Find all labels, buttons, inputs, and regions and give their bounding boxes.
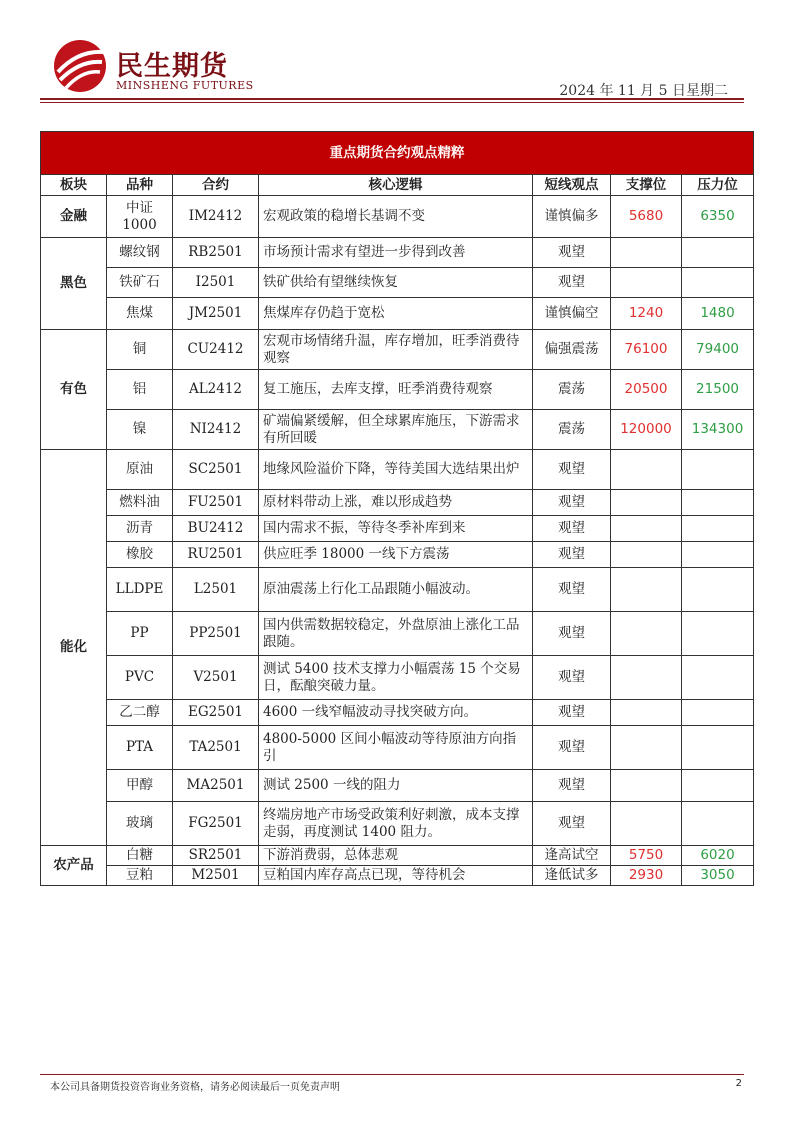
variety-cell: 燃料油 <box>107 490 173 516</box>
logic-cell: 市场预计需求有望进一步得到改善 <box>259 238 533 268</box>
contract-cell: V2501 <box>173 656 259 700</box>
table-row <box>41 656 754 700</box>
table-row <box>41 410 754 450</box>
support-cell: 76100 <box>611 330 682 370</box>
variety-cell: 白糖 <box>107 846 173 866</box>
brand-name-en: MINSHENG FUTURES <box>116 79 254 92</box>
col-header-sector: 板块 <box>41 175 107 196</box>
view-cell: 逢低试多 <box>533 866 611 886</box>
resistance-cell <box>682 568 754 612</box>
support-cell <box>611 542 682 568</box>
variety-cell: PVC <box>107 656 173 700</box>
table-row <box>41 770 754 802</box>
col-header-variety: 品种 <box>107 175 173 196</box>
logic-cell: 铁矿供给有望继续恢复 <box>259 268 533 298</box>
sector-cell: 能化 <box>41 450 107 846</box>
view-cell: 观望 <box>533 268 611 298</box>
resistance-cell <box>682 726 754 770</box>
header-divider <box>40 98 744 100</box>
contract-cell: TA2501 <box>173 726 259 770</box>
resistance-cell: 6020 <box>682 846 754 866</box>
table-row <box>41 450 754 490</box>
contract-cell: RU2501 <box>173 542 259 568</box>
contract-cell: PP2501 <box>173 612 259 656</box>
support-cell: 120000 <box>611 410 682 450</box>
support-cell <box>611 450 682 490</box>
support-cell: 1240 <box>611 298 682 330</box>
logic-cell: 原材料带动上涨，难以形成趋势 <box>259 490 533 516</box>
resistance-cell <box>682 700 754 726</box>
sector-cell: 黑色 <box>41 238 107 330</box>
variety-cell: 螺纹钢 <box>107 238 173 268</box>
logic-cell: 原油震荡上行化工品跟随小幅波动。 <box>259 568 533 612</box>
resistance-cell: 79400 <box>682 330 754 370</box>
variety-cell: 铝 <box>107 370 173 410</box>
logic-cell: 宏观政策的稳增长基调不变 <box>259 196 533 238</box>
view-cell: 偏强震荡 <box>533 330 611 370</box>
variety-cell: 原油 <box>107 450 173 490</box>
resistance-cell <box>682 612 754 656</box>
table-row <box>41 612 754 656</box>
resistance-cell: 21500 <box>682 370 754 410</box>
support-cell <box>611 656 682 700</box>
variety-cell: 镍 <box>107 410 173 450</box>
variety-cell: 焦煤 <box>107 298 173 330</box>
support-cell <box>611 726 682 770</box>
variety-cell: 中证1000 <box>107 196 173 238</box>
header-divider-thin <box>40 102 744 103</box>
logic-cell: 宏观市场情绪升温，库存增加，旺季消费待观察 <box>259 330 533 370</box>
col-header-contract: 合约 <box>173 175 259 196</box>
report-date: 2024 年 11 月 5 日星期二 <box>559 83 728 99</box>
logic-cell: 矿端偏紧缓解，但全球累库施压，下游需求有所回暖 <box>259 410 533 450</box>
table-row <box>41 298 754 330</box>
contract-cell: CU2412 <box>173 330 259 370</box>
variety-cell: 橡胶 <box>107 542 173 568</box>
table-row <box>41 866 754 886</box>
variety-cell: 甲醇 <box>107 770 173 802</box>
resistance-cell: 6350 <box>682 196 754 238</box>
view-cell: 观望 <box>533 238 611 268</box>
table-row <box>41 196 754 238</box>
logic-cell: 国内需求不振，等待冬季补库到来 <box>259 516 533 542</box>
view-cell: 观望 <box>533 568 611 612</box>
table-row <box>41 370 754 410</box>
variety-cell: 沥青 <box>107 516 173 542</box>
table-row <box>41 238 754 268</box>
support-cell: 20500 <box>611 370 682 410</box>
minsheng-logo <box>50 38 110 94</box>
logic-cell: 地缘风险溢价下降，等待美国大选结果出炉 <box>259 450 533 490</box>
table-row <box>41 846 754 866</box>
contract-cell: SR2501 <box>173 846 259 866</box>
col-header-support: 支撑位 <box>611 175 682 196</box>
table-row <box>41 700 754 726</box>
col-header-resistance: 压力位 <box>682 175 754 196</box>
contract-cell: FG2501 <box>173 802 259 846</box>
contract-cell: EG2501 <box>173 700 259 726</box>
variety-cell: 乙二醇 <box>107 700 173 726</box>
support-cell <box>611 770 682 802</box>
support-cell <box>611 568 682 612</box>
view-cell: 观望 <box>533 726 611 770</box>
logic-cell: 终端房地产市场受政策利好刺激，成本支撑走弱，再度测试 1400 阻力。 <box>259 802 533 846</box>
view-cell: 观望 <box>533 490 611 516</box>
col-header-logic: 核心逻辑 <box>259 175 533 196</box>
contract-cell: BU2412 <box>173 516 259 542</box>
contract-cell: RB2501 <box>173 238 259 268</box>
view-cell: 谨慎偏空 <box>533 298 611 330</box>
contract-cell: FU2501 <box>173 490 259 516</box>
logic-cell: 测试 5400 技术支撑力小幅震荡 15 个交易日，酝酿突破力量。 <box>259 656 533 700</box>
support-cell <box>611 612 682 656</box>
col-header-view: 短线观点 <box>533 175 611 196</box>
futures-view-table <box>40 131 754 886</box>
support-cell <box>611 490 682 516</box>
resistance-cell <box>682 238 754 268</box>
logic-cell: 4800-5000 区间小幅波动等待原油方向指引 <box>259 726 533 770</box>
view-cell: 观望 <box>533 656 611 700</box>
contract-cell: M2501 <box>173 866 259 886</box>
logic-cell: 复工施压，去库支撑，旺季消费待观察 <box>259 370 533 410</box>
view-cell: 震荡 <box>533 410 611 450</box>
variety-cell: 玻璃 <box>107 802 173 846</box>
support-cell <box>611 268 682 298</box>
view-cell: 谨慎偏多 <box>533 196 611 238</box>
view-cell: 观望 <box>533 450 611 490</box>
view-cell: 逢高试空 <box>533 846 611 866</box>
variety-cell: LLDPE <box>107 568 173 612</box>
logic-cell: 供应旺季 18000 一线下方震荡 <box>259 542 533 568</box>
logic-cell: 下游消费弱，总体悲观 <box>259 846 533 866</box>
support-cell <box>611 516 682 542</box>
table-row <box>41 330 754 370</box>
table-row <box>41 268 754 298</box>
contract-cell: NI2412 <box>173 410 259 450</box>
table-row <box>41 516 754 542</box>
support-cell <box>611 802 682 846</box>
resistance-cell: 3050 <box>682 866 754 886</box>
variety-cell: PP <box>107 612 173 656</box>
view-cell: 观望 <box>533 542 611 568</box>
table-row <box>41 542 754 568</box>
contract-cell: SC2501 <box>173 450 259 490</box>
disclaimer: 本公司具备期货投资咨询业务资格，请务必阅读最后一页免责声明 <box>50 1082 340 1093</box>
view-cell: 观望 <box>533 770 611 802</box>
resistance-cell <box>682 802 754 846</box>
brand-name-cn: 民生期货 <box>116 51 228 82</box>
resistance-cell <box>682 268 754 298</box>
sector-cell: 金融 <box>41 196 107 238</box>
support-cell <box>611 238 682 268</box>
resistance-cell <box>682 542 754 568</box>
view-cell: 观望 <box>533 802 611 846</box>
footer-divider <box>40 1074 744 1075</box>
logic-cell: 焦煤库存仍趋于宽松 <box>259 298 533 330</box>
contract-cell: L2501 <box>173 568 259 612</box>
logic-cell: 国内供需数据较稳定，外盘原油上涨化工品跟随。 <box>259 612 533 656</box>
support-cell: 2930 <box>611 866 682 886</box>
view-cell: 观望 <box>533 612 611 656</box>
resistance-cell <box>682 490 754 516</box>
resistance-cell: 1480 <box>682 298 754 330</box>
page-number: 2 <box>735 1078 742 1089</box>
logic-cell: 测试 2500 一线的阻力 <box>259 770 533 802</box>
logic-cell: 4600 一线窄幅波动寻找突破方向。 <box>259 700 533 726</box>
table-body <box>41 196 754 886</box>
variety-cell: 铁矿石 <box>107 268 173 298</box>
resistance-cell: 134300 <box>682 410 754 450</box>
table-row <box>41 802 754 846</box>
view-cell: 观望 <box>533 700 611 726</box>
contract-cell: I2501 <box>173 268 259 298</box>
view-cell: 观望 <box>533 516 611 542</box>
view-cell: 震荡 <box>533 370 611 410</box>
resistance-cell <box>682 770 754 802</box>
contract-cell: JM2501 <box>173 298 259 330</box>
variety-cell: 豆粕 <box>107 866 173 886</box>
sector-cell: 有色 <box>41 330 107 450</box>
support-cell <box>611 700 682 726</box>
resistance-cell <box>682 656 754 700</box>
support-cell: 5750 <box>611 846 682 866</box>
resistance-cell <box>682 450 754 490</box>
variety-cell: 铜 <box>107 330 173 370</box>
table-title: 重点期货合约观点精粹 <box>41 132 754 175</box>
logic-cell: 豆粕国内库存高点已现，等待机会 <box>259 866 533 886</box>
table-row <box>41 568 754 612</box>
table-row <box>41 726 754 770</box>
variety-cell: PTA <box>107 726 173 770</box>
sector-cell: 农产品 <box>41 846 107 886</box>
contract-cell: IM2412 <box>173 196 259 238</box>
contract-cell: AL2412 <box>173 370 259 410</box>
support-cell: 5680 <box>611 196 682 238</box>
contract-cell: MA2501 <box>173 770 259 802</box>
table-row <box>41 490 754 516</box>
resistance-cell <box>682 516 754 542</box>
